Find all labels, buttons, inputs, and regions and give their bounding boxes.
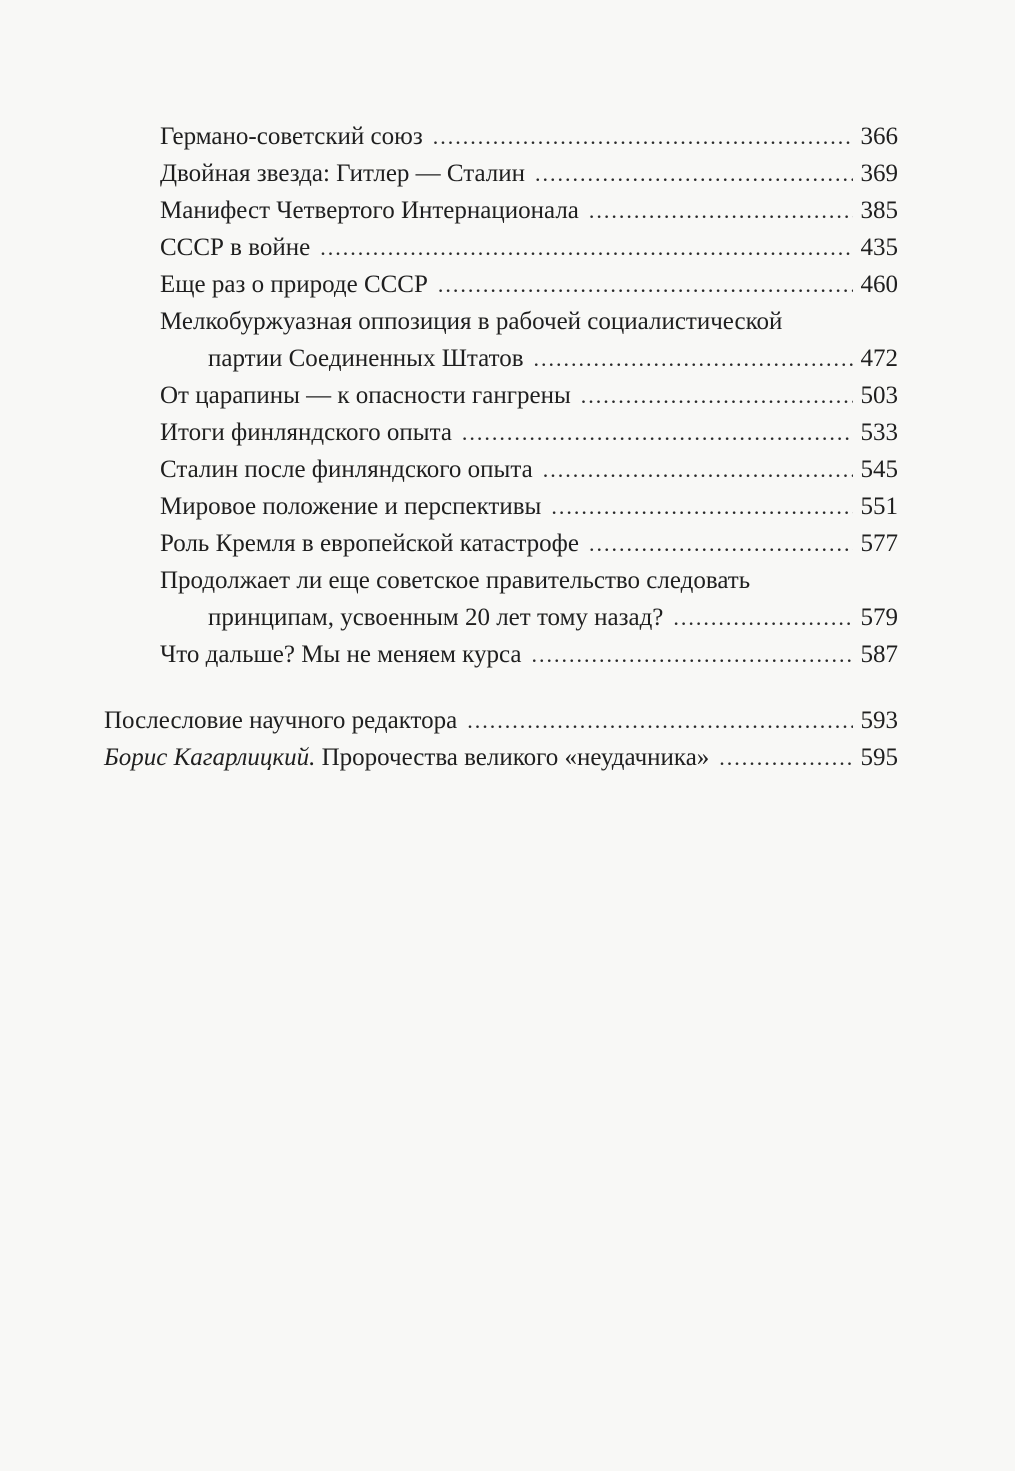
toc-entry-title: Сталин после финляндского опыта — [160, 456, 533, 483]
toc-entry-page: 595 — [860, 744, 898, 771]
toc-leader-dots — [534, 340, 853, 377]
toc-entry-title: Манифест Четвертого Интернационала — [160, 197, 579, 224]
toc-entry-title: От царапины — к опасности гангрены — [160, 382, 571, 409]
toc-entry-title: Еще раз о природе СССР — [160, 271, 428, 298]
toc-entry-page: 369 — [860, 160, 898, 187]
toc-leader-dots — [581, 377, 853, 414]
toc-entry — [160, 377, 898, 414]
toc-leader-dots — [438, 266, 853, 303]
toc-entry-title-line2: партии Соединенных Штатов — [208, 345, 524, 372]
toc-leader-dots — [551, 488, 852, 525]
toc-entry-title: Германо-советский союз — [160, 123, 423, 150]
toc-entry — [160, 525, 898, 562]
toc-entry — [160, 599, 898, 636]
toc-entry-title: Итоги финляндского опыта — [160, 419, 452, 446]
toc-leader-dots — [589, 525, 853, 562]
toc-leader-dots — [673, 599, 852, 636]
toc-entry — [160, 340, 898, 377]
toc-entry-page: 366 — [860, 123, 898, 150]
toc-entry-title-group — [104, 739, 719, 776]
toc-entry — [160, 192, 898, 229]
toc-leader-dots — [543, 451, 853, 488]
toc-leader-dots — [433, 118, 853, 155]
toc-entry-page: 435 — [860, 234, 898, 261]
table-of-contents — [160, 118, 898, 673]
toc-entry-title: Послесловие научного редактора — [104, 707, 458, 734]
toc-entry-title-line1: Продолжает ли еще советское правительство следовать — [160, 567, 751, 594]
toc-entry — [160, 229, 898, 266]
toc-leader-dots — [462, 414, 853, 451]
toc-entry-title: Пророчества великого «неудачника» — [315, 744, 710, 771]
toc-entry — [104, 702, 898, 739]
toc-entry-page: 533 — [860, 419, 898, 446]
toc-entry-title-line2: принципам, усвоенным 20 лет тому назад? — [208, 604, 664, 631]
toc-entry-page: 545 — [860, 456, 898, 483]
toc-leader-dots — [535, 155, 852, 192]
toc-entry-page: 385 — [860, 197, 898, 224]
toc-leader-dots — [467, 702, 852, 739]
toc-leader-dots — [719, 739, 852, 776]
toc-entry-title: Двойная звезда: Гитлер — Сталин — [160, 160, 526, 187]
toc-entry-title-line1: Мелкобуржуазная оппозиция в рабочей социалистической — [160, 308, 783, 335]
toc-entry — [160, 451, 898, 488]
toc-leader-dots — [531, 636, 852, 673]
toc-entry-page: 579 — [860, 604, 898, 631]
toc-entry — [160, 155, 898, 192]
toc-entry-title: Мировое положение и перспективы — [160, 493, 542, 520]
toc-entry-page: 587 — [860, 641, 898, 668]
toc-entry-page: 472 — [860, 345, 898, 372]
toc-entry — [160, 266, 898, 303]
toc-entry-page: 503 — [860, 382, 898, 409]
toc-entry-page: 577 — [860, 530, 898, 557]
toc-entry — [104, 739, 898, 776]
toc-leader-dots — [589, 192, 853, 229]
toc-entry-author: Борис Кагарлицкий. — [104, 744, 316, 771]
toc-entry — [160, 118, 898, 155]
toc-leader-dots — [320, 229, 852, 266]
toc-entry-title: СССР в войне — [160, 234, 311, 261]
toc-entry — [160, 636, 898, 673]
toc-entry — [160, 414, 898, 451]
toc-entry-page: 460 — [860, 271, 898, 298]
toc-entry-title: Роль Кремля в европейской катастрофе — [160, 530, 579, 557]
toc-entry-title: Что дальше? Мы не меняем курса — [160, 641, 522, 668]
toc-entry-page: 551 — [860, 493, 898, 520]
toc-entry — [160, 488, 898, 525]
toc-entry-page: 593 — [860, 707, 898, 734]
table-of-contents-appendix — [104, 702, 898, 776]
